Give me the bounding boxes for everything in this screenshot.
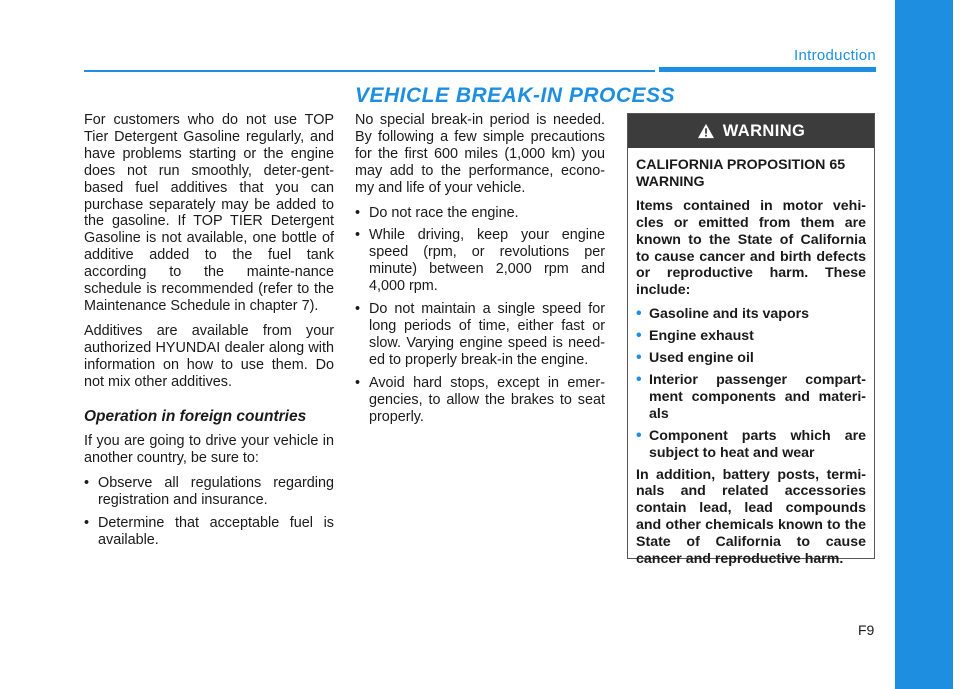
paragraph: For customers who do not use TOP Tier Detergent Gasoline regularly, and have problems starting or the engine does not run smoothly, deter-gent-based fuel additives that you can purchase separately may be added to the gasoline. If TOP TIER Detergent Gasoline is not available, one bottle of additive added to the fuel tank according to the mainte-nance schedule is recommended (refer to the Maintenance Schedule in chapter 7). (84, 112, 334, 314)
left-column (84, 112, 334, 555)
break-in-list (355, 205, 605, 426)
warning-header (628, 114, 874, 148)
warning-list (636, 306, 866, 461)
list-item: • Gasoline and its vapors (636, 306, 866, 323)
section-title: Introduction (794, 47, 876, 64)
warning-triangle-icon (697, 123, 715, 139)
chapter-side-tab (895, 0, 953, 689)
middle-column (355, 112, 605, 431)
list-item: • Do not race the engine. (355, 205, 605, 222)
warning-intro: Items contained in motor vehi-cles or emitted from them are known to the State of California to cause cancer and birth defects or reproductive harm. These include: (636, 197, 866, 299)
paragraph: No special break-in period is needed. By following a few simple precautions for the first 600 miles (1,000 km) you may add to the performance, econo-my and life of your vehicle. (355, 112, 605, 196)
warning-closing: In addition, battery posts, termi-nals and related accessories contain lead, lead compounds and other chemicals known to the State of California to cause cancer and reproductive harm. (636, 466, 866, 568)
warning-body (628, 148, 874, 568)
list-item: • Do not maintain a single speed for long periods of time, either fast or slow. Varying engine speed is need-ed to properly break-in the engine. (355, 301, 605, 369)
foreign-country-list (84, 475, 334, 549)
paragraph: If you are going to drive your vehicle in another country, be sure to: (84, 433, 334, 467)
list-item: • Observe all regulations regarding registration and insurance. (84, 475, 334, 509)
header-rule-left (84, 70, 655, 72)
list-item: • Used engine oil (636, 350, 866, 367)
warning-label: WARNING (722, 121, 806, 140)
list-item: • Component parts which are subject to heat and wear (636, 428, 866, 462)
warning-box (627, 113, 875, 568)
list-item: • Engine exhaust (636, 328, 866, 345)
list-item: • While driving, keep your engine speed (rpm, or revolutions per minute) between 2,000 rpm and 4,000 rpm. (355, 227, 605, 295)
subheading-foreign-countries: Operation in foreign countries (84, 407, 307, 425)
header-rule-right (659, 67, 876, 72)
warning-title: CALIFORNIA PROPOSITION 65 WARNING (636, 157, 846, 190)
page-heading: VEHICLE BREAK-IN PROCESS (355, 84, 676, 107)
list-item: • Determine that acceptable fuel is available. (84, 515, 334, 549)
page-number: F9 (858, 622, 875, 638)
list-item: • Avoid hard stops, except in emer-gencies, to allow the brakes to seat properly. (355, 375, 605, 426)
paragraph: Additives are available from your authorized HYUNDAI dealer along with information on how to use them. Do not mix other additives. (84, 322, 334, 390)
list-item: • Interior passenger compart-ment components and materi-als (636, 372, 866, 423)
